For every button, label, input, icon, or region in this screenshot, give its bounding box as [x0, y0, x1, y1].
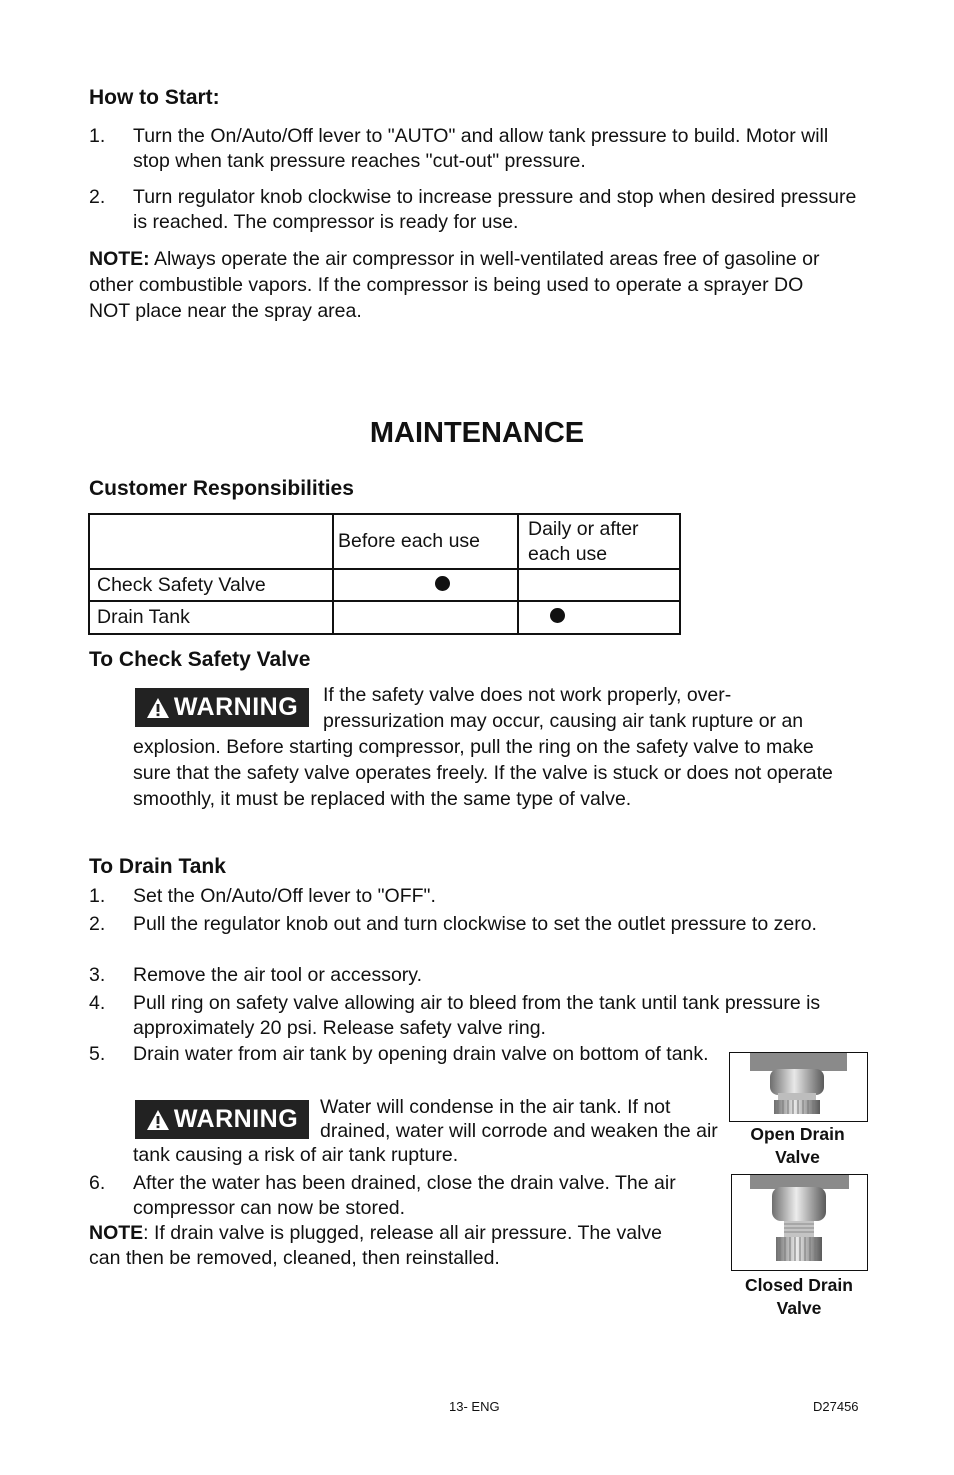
- table-row-label: Drain Tank: [89, 601, 333, 634]
- open-drain-caption: Open Drain Valve: [750, 1124, 845, 1167]
- responsibilities-table: [88, 513, 681, 635]
- step-number: 2.: [89, 186, 106, 208]
- safety-valve-paragraph: If the safety valve does not work properly, over-pressurization may occur, causing air tank rupture or an explosion. Before starting compressor, pull the ring on the safety valve to make sure that the safety valve operates freely. If the valve is stuck or does not operate smoothly, it must be replaced with the same type of valve.: [133, 684, 833, 810]
- list-item: [89, 991, 864, 1041]
- list-item: [89, 912, 864, 937]
- table-cell: [333, 601, 518, 634]
- open-drain-valve-image: [729, 1052, 868, 1122]
- list-item: [89, 963, 864, 988]
- table-cell: [518, 569, 680, 601]
- drain-tank-heading: To Drain Tank: [89, 855, 226, 878]
- table-cell: [518, 601, 680, 634]
- closed-drain-valve-image: [731, 1174, 868, 1271]
- safety-valve-text: [133, 682, 843, 812]
- step-text: Pull the regulator knob out and turn clockwise to set the outlet pressure to zero.: [133, 913, 817, 935]
- safety-valve-heading: To Check Safety Valve: [89, 648, 311, 671]
- warning-label: WARNING: [173, 693, 299, 721]
- drain-warning-text: [133, 1095, 723, 1167]
- step-number: 6.: [89, 1172, 106, 1194]
- start-note: [89, 246, 849, 324]
- table-header-cell: Before each use: [333, 514, 518, 569]
- document-code: D27456: [813, 1399, 859, 1414]
- step-text: Remove the air tool or accessory.: [133, 964, 423, 986]
- closed-drain-caption: Closed Drain Valve: [745, 1275, 853, 1318]
- step-text: Turn the On/Auto/Off lever to "AUTO" and allow tank pressure to build. Motor will stop when tank pressure reaches "cut-out" pressure.: [133, 125, 829, 172]
- step-number: 3.: [89, 964, 106, 986]
- table-row: [89, 569, 680, 601]
- list-item: [89, 124, 864, 174]
- step-number: 5.: [89, 1043, 106, 1065]
- check-dot: [550, 608, 565, 623]
- note-text: : If drain valve is plugged, release all air pressure. The valve can then be removed, cleaned, then reinstalled.: [89, 1222, 662, 1269]
- table-row: [89, 601, 680, 634]
- page-number: 13- ENG: [449, 1399, 500, 1414]
- list-item: [89, 1171, 729, 1221]
- note-label: NOTE: [89, 1222, 144, 1244]
- step-number: 4.: [89, 992, 106, 1014]
- step-text: After the water has been drained, close the drain valve. The air compressor can now be stored.: [133, 1172, 676, 1219]
- table-header-cell: Daily or after each use: [518, 514, 680, 569]
- list-item: [89, 884, 864, 909]
- list-item: [89, 185, 864, 235]
- table-header-cell: [89, 514, 333, 569]
- how-to-start-heading: How to Start:: [89, 86, 220, 109]
- note-text: Always operate the air compressor in well-ventilated areas free of gasoline or other combustible vapors. If the compressor is being used to operate a sprayer DO NOT place near the spray area.: [89, 248, 820, 322]
- step-number: 1.: [89, 125, 106, 147]
- step-text: Set the On/Auto/Off lever to "OFF".: [133, 885, 436, 907]
- drain-warning-paragraph: Water will condense in the air tank. If not drained, water will corrode and weaken the air tank causing a risk of air tank rupture.: [133, 1096, 718, 1166]
- step-text: Drain water from air tank by opening drain valve on bottom of tank.: [133, 1043, 709, 1065]
- open-drain-valve-illustration: [730, 1053, 867, 1121]
- table-header-row: [89, 514, 680, 569]
- drain-note: [89, 1221, 689, 1271]
- step-number: 1.: [89, 885, 106, 907]
- maintenance-title: MAINTENANCE: [369, 417, 585, 449]
- check-dot: [435, 576, 450, 591]
- step-number: 2.: [89, 913, 106, 935]
- table-row-label: Check Safety Valve: [89, 569, 333, 601]
- step-text: Pull ring on safety valve allowing air to bleed from the tank until tank pressure is approximately 20 psi. Release safety valve ring.: [133, 992, 821, 1039]
- closed-drain-valve-illustration: [732, 1175, 867, 1270]
- list-item: [89, 1042, 719, 1067]
- customer-responsibilities-heading: Customer Responsibilities: [89, 477, 354, 500]
- note-label: NOTE:: [89, 248, 150, 270]
- warning-label: WARNING: [173, 1105, 299, 1133]
- step-text: Turn regulator knob clockwise to increase pressure and stop when desired pressure is reached. The compressor is ready for use.: [133, 186, 857, 233]
- table-cell: [333, 569, 518, 601]
